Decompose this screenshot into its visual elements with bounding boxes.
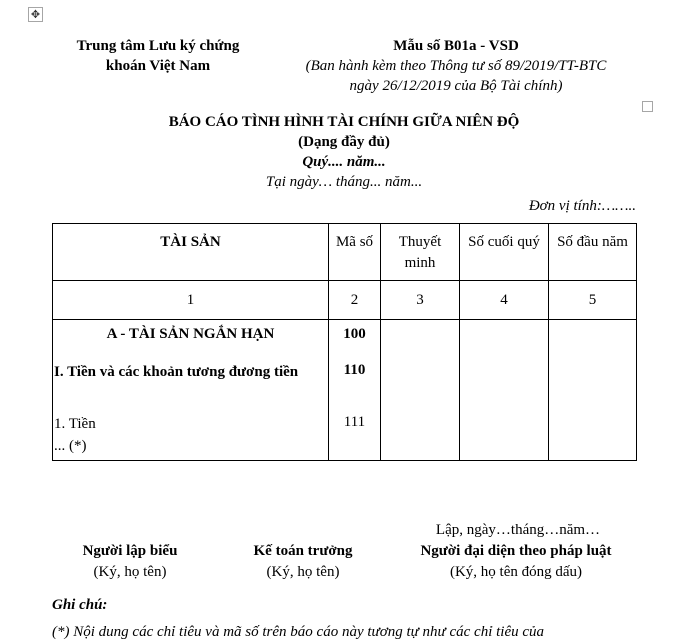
col-number: 5 xyxy=(549,281,637,320)
column-number-row xyxy=(53,281,637,320)
signature-date: Lập, ngày…tháng…năm… xyxy=(435,522,601,538)
header-notes-text: Thuyết minh xyxy=(398,234,442,271)
form-code: Mẫu số B01a - VSD xyxy=(393,38,519,54)
row-code: 111 xyxy=(329,414,381,436)
org-line-1: Trung tâm Lưu ký chứng xyxy=(76,38,240,54)
org-line-2: khoán Việt Nam xyxy=(105,58,211,74)
row-label-cell xyxy=(53,436,329,461)
row-label: I. Tiền và các khoản tương đương tiền xyxy=(54,364,299,380)
chief-accountant-signature xyxy=(232,541,374,583)
chief-accountant-title: Kế toán trưởng xyxy=(253,543,353,559)
col-number: 3 xyxy=(381,281,460,320)
notes-text: (*) Nội dung các chỉ tiêu và mã số trên báo cáo này tương tự như các chỉ tiêu của xyxy=(52,624,545,640)
currency-unit: Đơn vị tính:…….. xyxy=(528,198,636,214)
row-label-cell xyxy=(53,414,329,436)
legal-rep-sign-note: (Ký, họ tên đóng dấu) xyxy=(449,564,583,580)
table-row xyxy=(53,357,637,414)
table-row xyxy=(53,414,637,436)
report-title-block xyxy=(52,112,636,192)
row-end-quarter-cell xyxy=(460,436,549,461)
row-notes-cell xyxy=(381,436,460,461)
form-issued-line-2: ngày 26/12/2019 của Bộ Tài chính) xyxy=(349,78,563,94)
row-code xyxy=(329,436,381,461)
col-number: 4 xyxy=(460,281,549,320)
form-info xyxy=(276,36,636,96)
row-start-year-cell xyxy=(549,357,637,414)
row-notes-cell xyxy=(381,414,460,436)
table-move-handle-icon[interactable]: ✥ xyxy=(28,7,43,22)
legal-rep-signature xyxy=(403,541,629,583)
preparer-sign-note: (Ký, họ tên) xyxy=(93,564,167,580)
row-end-quarter-cell xyxy=(460,357,549,414)
notes-title: Ghi chú: xyxy=(52,597,108,613)
row-label-cell xyxy=(53,320,329,358)
header-notes xyxy=(381,224,460,281)
preparer-signature xyxy=(66,541,194,583)
row-start-year-cell xyxy=(549,414,637,436)
header-start-year: Số đầu năm xyxy=(549,224,637,281)
table-header-row xyxy=(53,224,637,281)
header-code: Mã số xyxy=(329,224,381,281)
report-date: Tại ngày… tháng... năm... xyxy=(265,174,423,190)
row-code: 100 xyxy=(329,320,381,358)
header-end-quarter: Số cuối quý xyxy=(460,224,549,281)
header-assets: TÀI SẢN xyxy=(53,224,329,281)
row-end-quarter-cell xyxy=(460,320,549,358)
row-notes-cell xyxy=(381,357,460,414)
row-start-year-cell xyxy=(549,320,637,358)
table-row xyxy=(53,436,637,461)
row-label: ... (*) xyxy=(54,438,87,454)
table-row xyxy=(53,320,637,358)
preparer-title: Người lập biểu xyxy=(82,543,178,559)
row-notes-cell xyxy=(381,320,460,358)
row-end-quarter-cell xyxy=(460,414,549,436)
organization-name xyxy=(52,36,264,76)
report-subtitle: (Dạng đầy đủ) xyxy=(298,134,390,150)
form-issued-line-1: (Ban hành kèm theo Thông tư số 89/2019/TT-BTC xyxy=(305,58,607,74)
row-label: A - TÀI SẢN NGẮN HẠN xyxy=(106,326,275,342)
col-number: 1 xyxy=(53,281,329,320)
row-code: 110 xyxy=(329,357,381,414)
row-label: 1. Tiền xyxy=(54,416,96,432)
row-start-year-cell xyxy=(549,436,637,461)
col-number: 2 xyxy=(329,281,381,320)
balance-sheet-table xyxy=(52,223,637,461)
report-period: Quý.... năm... xyxy=(302,154,386,170)
chief-accountant-sign-note: (Ký, họ tên) xyxy=(266,564,340,580)
table-resize-handle[interactable] xyxy=(642,101,653,112)
report-title: BÁO CÁO TÌNH HÌNH TÀI CHÍNH GIỮA NIÊN ĐỘ xyxy=(168,114,520,130)
legal-rep-title: Người đại diện theo pháp luật xyxy=(420,543,612,559)
row-label-cell xyxy=(53,357,329,414)
